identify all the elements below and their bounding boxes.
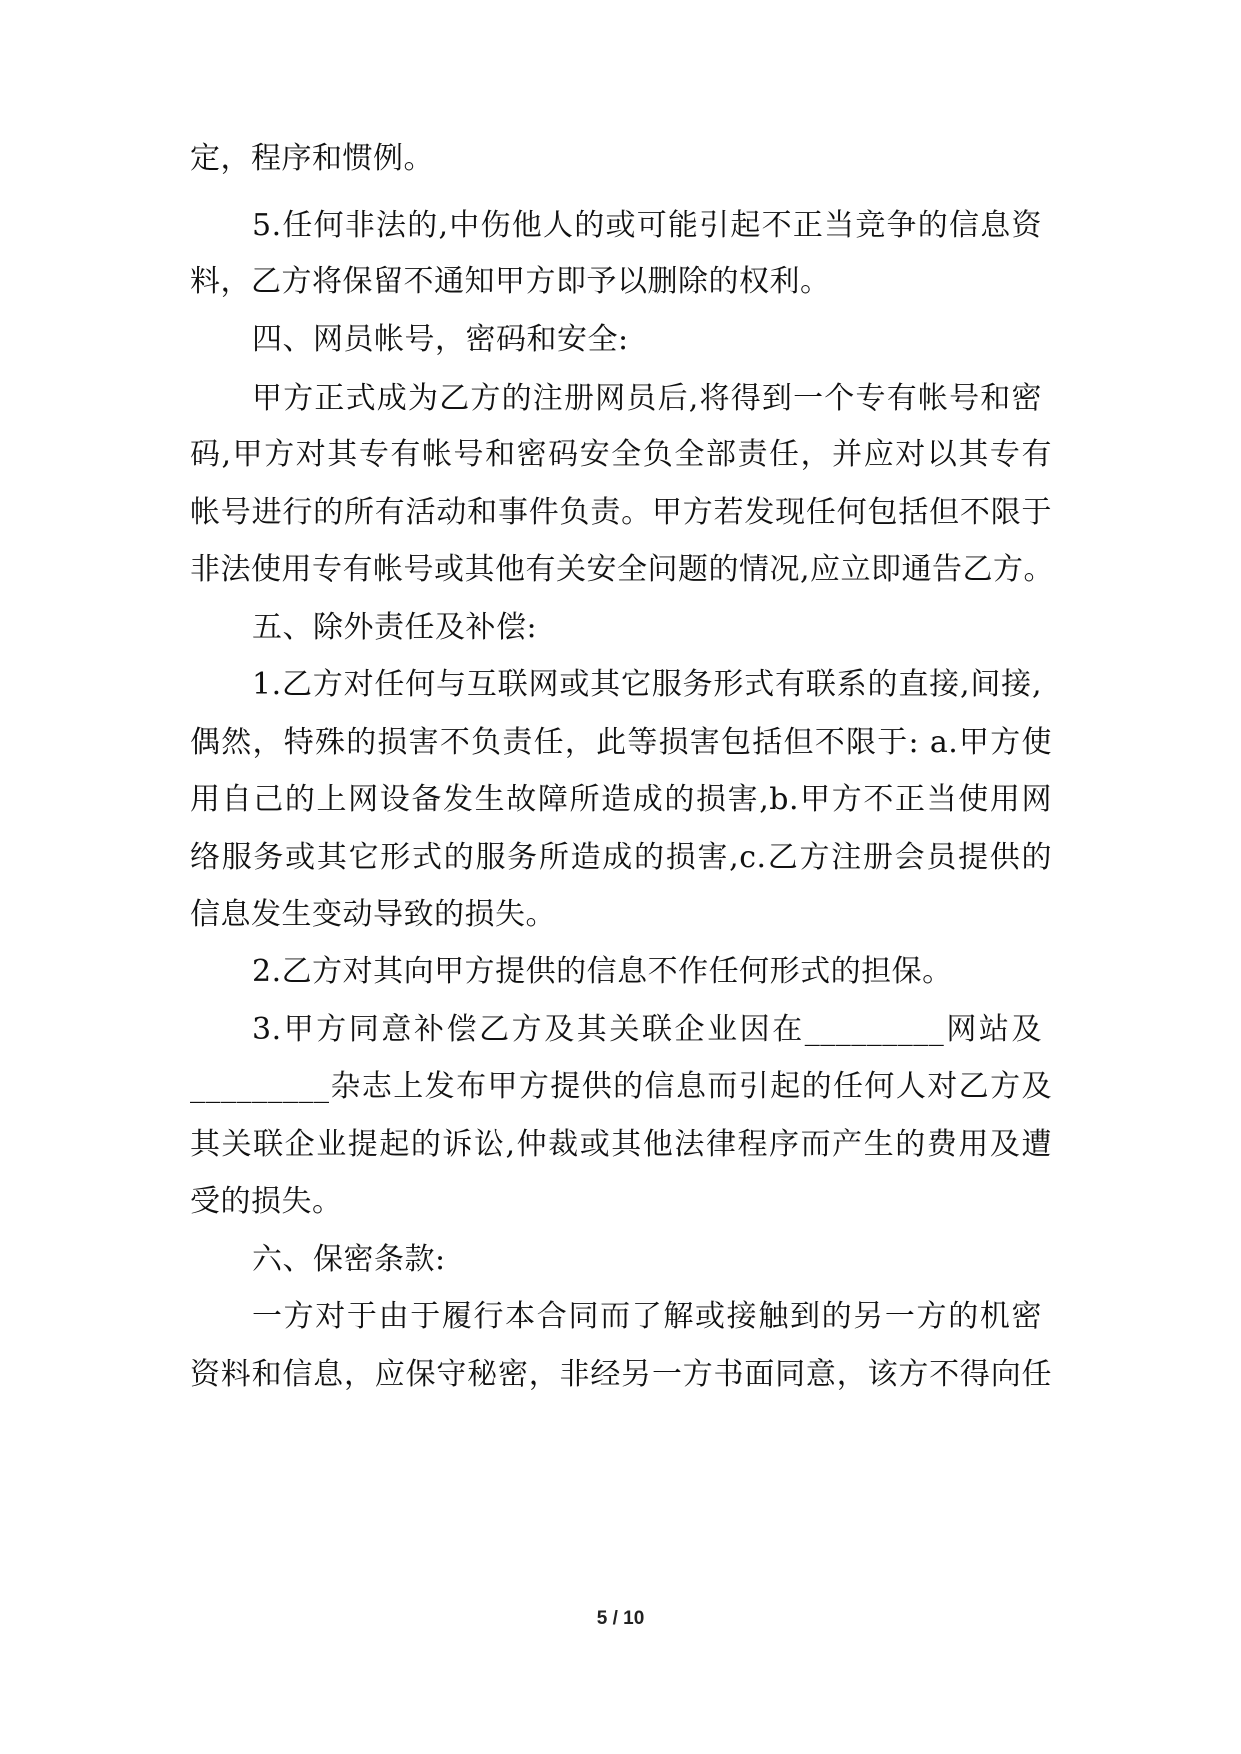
text-line: 非法使用专有帐号或其他有关安全问题的情况,应立即通告乙方。 bbox=[190, 552, 1055, 587]
text-line: 偶然，特殊的损害不负责任，此等损害包括但不限于: a.甲方使 bbox=[190, 725, 1052, 760]
page-number: 5 / 10 bbox=[596, 1608, 645, 1629]
text-line: 资料和信息，应保守秘密，非经另一方书面同意，该方不得向任 bbox=[190, 1357, 1052, 1392]
text-line: 一方对于由于履行本合同而了解或接触到的另一方的机密 bbox=[252, 1299, 1042, 1334]
text-line: 料，乙方将保留不通知甲方即予以删除的权利。 bbox=[190, 264, 831, 299]
text-line: _________杂志上发布甲方提供的信息而引起的任何人对乙方及 bbox=[190, 1069, 1052, 1104]
text-line: 络服务或其它形式的服务所造成的损害,c.乙方注册会员提供的 bbox=[190, 840, 1052, 875]
section-heading: 四、网员帐号，密码和安全: bbox=[252, 322, 629, 357]
text-line: 用自己的上网设备发生故障所造成的损害,b.甲方不正当使用网 bbox=[190, 782, 1052, 817]
text-line: 定，程序和惯例。 bbox=[190, 141, 434, 176]
text-line: 2.乙方对其向甲方提供的信息不作任何形式的担保。 bbox=[252, 954, 953, 989]
text-line: 3.甲方同意补偿乙方及其关联企业因在_________网站及 bbox=[252, 1012, 1042, 1047]
section-heading: 六、保密条款: bbox=[252, 1242, 446, 1277]
text-line: 受的损失。 bbox=[190, 1184, 343, 1219]
text-line: 5.任何非法的,中伤他人的或可能引起不正当竞争的信息资 bbox=[252, 208, 1042, 243]
text-line: 甲方正式成为乙方的注册网员后,将得到一个专有帐号和密 bbox=[252, 381, 1042, 416]
text-line: 码,甲方对其专有帐号和密码安全负全部责任，并应对以其专有 bbox=[190, 437, 1052, 472]
text-line: 1.乙方对任何与互联网或其它服务形式有联系的直接,间接, bbox=[252, 667, 1042, 702]
text-line: 帐号进行的所有活动和事件负责。甲方若发现任何包括但不限于 bbox=[190, 495, 1052, 530]
section-heading: 五、除外责任及补偿: bbox=[252, 610, 538, 645]
text-line: 信息发生变动导致的损失。 bbox=[190, 897, 556, 932]
text-line: 其关联企业提起的诉讼,仲裁或其他法律程序而产生的费用及遭 bbox=[190, 1127, 1052, 1162]
